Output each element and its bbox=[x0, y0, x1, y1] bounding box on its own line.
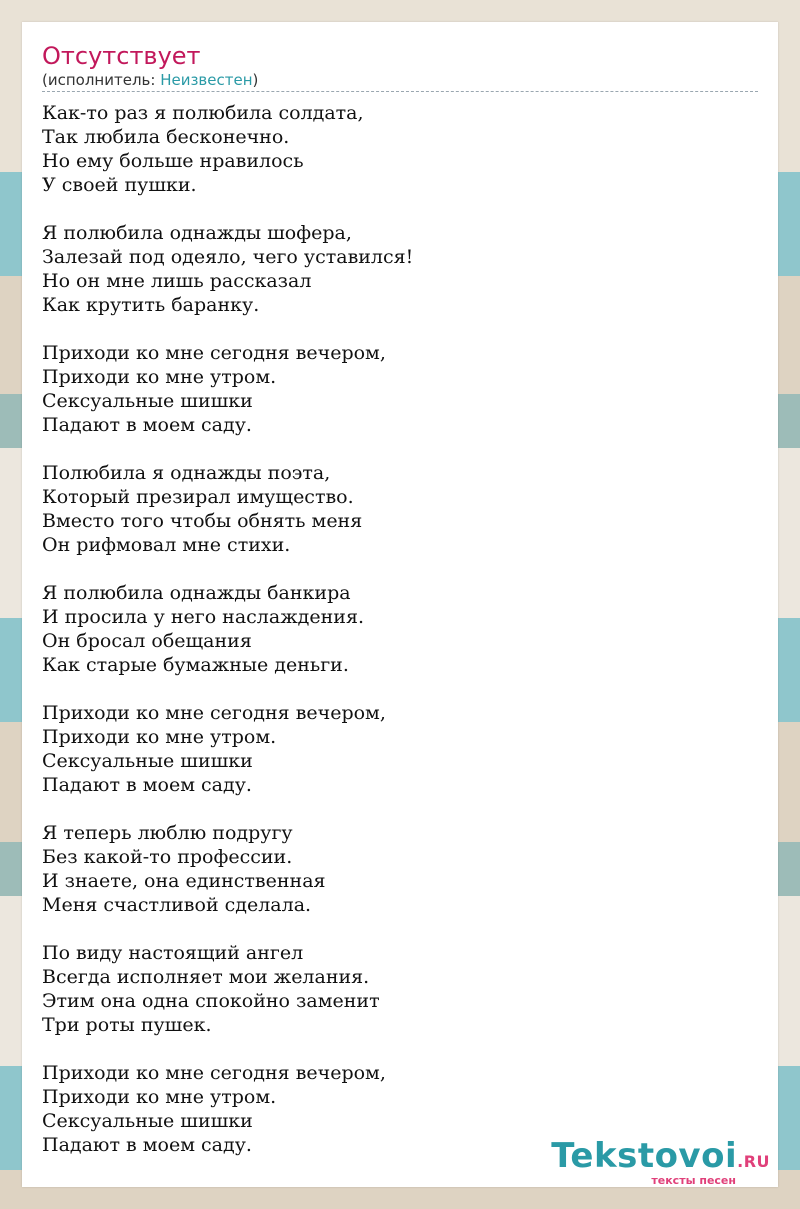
lyrics-stanza bbox=[42, 221, 758, 317]
lyrics-line: Всегда исполняет мои желания. bbox=[42, 966, 370, 988]
lyrics-line: Но он мне лишь рассказал bbox=[42, 270, 312, 292]
lyrics-stanza bbox=[42, 941, 758, 1037]
lyrics-line: Вместо того чтобы обнять меня bbox=[42, 510, 363, 532]
lyrics-line: Он рифмовал мне стихи. bbox=[42, 534, 291, 556]
lyrics-line: Как крутить баранку. bbox=[42, 294, 260, 316]
lyrics-line: И знаете, она единственная bbox=[42, 870, 326, 892]
lyrics-line: Полюбила я однажды поэта, bbox=[42, 462, 331, 484]
lyrics-line: Я полюбила однажды банкира bbox=[42, 582, 351, 604]
artist-line bbox=[42, 71, 758, 92]
song-title: Отсутствует bbox=[42, 42, 201, 70]
lyrics-line: Падают в моем саду. bbox=[42, 774, 252, 796]
artist-link[interactable]: Неизвестен bbox=[160, 71, 253, 89]
lyrics-line: Который презирал имущество. bbox=[42, 486, 354, 508]
lyrics-line: Я полюбила однажды шофера, bbox=[42, 222, 352, 244]
lyrics-line: Залезай под одеяло, чего уставился! bbox=[42, 246, 414, 268]
lyrics-line: Три роты пушек. bbox=[42, 1014, 212, 1036]
lyrics-line: Этим она одна спокойно заменит bbox=[42, 990, 380, 1012]
lyrics-line: Приходи ко мне сегодня вечером, bbox=[42, 1062, 386, 1084]
site-logo[interactable] bbox=[551, 1136, 770, 1187]
lyrics-line: Приходи ко мне утром. bbox=[42, 726, 277, 748]
lyrics-card bbox=[22, 22, 778, 1187]
lyrics-line: Как старые бумажные деньги. bbox=[42, 654, 349, 676]
artist-suffix: ) bbox=[252, 71, 259, 89]
lyrics-stanza bbox=[42, 461, 758, 557]
lyrics-line: Меня счастливой сделала. bbox=[42, 894, 312, 916]
artist-prefix: (исполнитель: bbox=[42, 71, 161, 89]
logo-text: Tekstovoi bbox=[551, 1136, 738, 1176]
lyrics-line: У своей пушки. bbox=[42, 174, 197, 196]
lyrics-stanza bbox=[42, 581, 758, 677]
lyrics-line: Приходи ко мне сегодня вечером, bbox=[42, 342, 386, 364]
lyrics-stanza bbox=[42, 701, 758, 797]
lyrics-line: Сексуальные шишки bbox=[42, 1110, 253, 1132]
lyrics-line: Падают в моем саду. bbox=[42, 1134, 252, 1156]
logo-tagline: тексты песен bbox=[651, 1174, 736, 1187]
lyrics-line: Приходи ко мне сегодня вечером, bbox=[42, 702, 386, 724]
lyrics-line: Он бросал обещания bbox=[42, 630, 252, 652]
lyrics-body bbox=[42, 101, 758, 1157]
lyrics-line: Падают в моем саду. bbox=[42, 414, 252, 436]
lyrics-line: Сексуальные шишки bbox=[42, 390, 253, 412]
lyrics-line: Как-то раз я полюбила солдата, bbox=[42, 102, 364, 124]
lyrics-line: Так любила бесконечно. bbox=[42, 126, 290, 148]
lyrics-line: Приходи ко мне утром. bbox=[42, 1086, 277, 1108]
lyrics-line: Но ему больше нравилось bbox=[42, 150, 304, 172]
lyrics-stanza bbox=[42, 821, 758, 917]
lyrics-stanza bbox=[42, 101, 758, 197]
lyrics-line: Без какой-то профессии. bbox=[42, 846, 293, 868]
lyrics-line: Я теперь люблю подругу bbox=[42, 822, 293, 844]
lyrics-stanza bbox=[42, 341, 758, 437]
lyrics-line: И просила у него наслаждения. bbox=[42, 606, 364, 628]
logo-domain: .RU bbox=[737, 1152, 770, 1171]
lyrics-line: Сексуальные шишки bbox=[42, 750, 253, 772]
lyrics-line: Приходи ко мне утром. bbox=[42, 366, 277, 388]
lyrics-line: По виду настоящий ангел bbox=[42, 942, 304, 964]
